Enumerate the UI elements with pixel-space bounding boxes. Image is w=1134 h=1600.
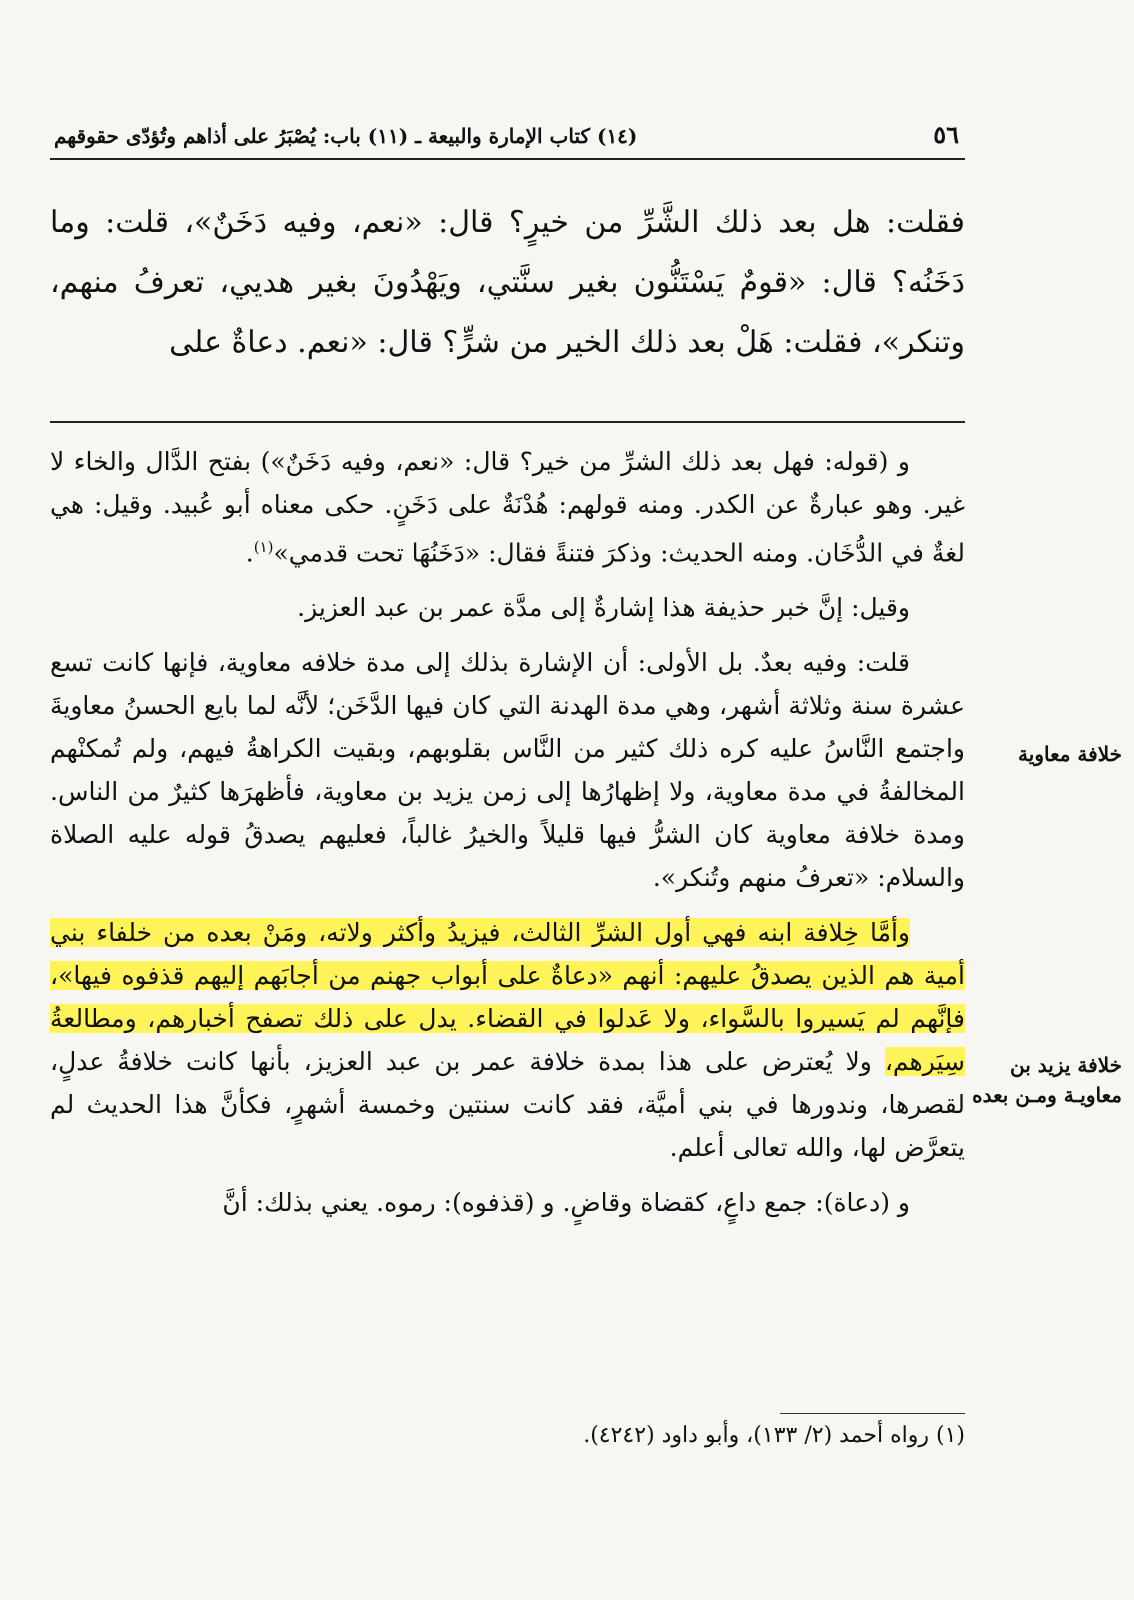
page-header <box>50 118 965 160</box>
running-title: (١٤) كتاب الإمارة والبيعة ـ (١١) باب: يُصْبَرُ على أذاهم وتُؤدّى حقوقهم <box>54 124 638 148</box>
footnote: (١) رواه أحمد (٢/ ١٣٣)، وأبو داود (٤٢٤٢). <box>583 1423 965 1448</box>
commentary-paragraph-2: وقيل: إنَّ خبر حذيفة هذا إشارةٌ إلى مدَّة عمر بن عبد العزيز. <box>297 593 910 623</box>
commentary-paragraph-1-text: و (قوله: فهل بعد ذلك الشرِّ من خير؟ قال: «نعم، وفيه دَخَنٌ») بفتح الدَّال والخاء لا غير. وهو عبارةٌ عن الكدر. ومنه قولهم: هُدْنَةٌ على دَخَنٍ. حكى معناه أبو عُبيد. وقيل: هي لغةٌ في الدُّخَان. ومنه الحديث: وذكرَ فتنةً فقال: «دَخَنُهَا تحت قدمي» <box>50 447 965 568</box>
commentary-paragraph-1-end: . <box>245 538 254 568</box>
commentary-paragraph-4-rest: ولا يُعترض على هذا بمدة خلافة عمر بن عبد العزيز، بأنها كانت خلافةُ عدلٍ، لقصرها، وندورها في بني أميَّة، فقد كانت سنتين وخمسة أشهرٍ، فكأنَّ هذا الحديث لم يتعرَّض لها، والله تعالى أعلم. <box>50 1047 965 1163</box>
margin-note-muawiya: خلافة معاوية <box>1018 742 1122 766</box>
footnote-divider <box>780 1413 965 1414</box>
commentary-paragraph-5: و (دعاة): جمع داعٍ، كقضاة وقاضٍ. و (قذفوه): رموه. يعني بذلك: أنَّ <box>222 1188 910 1218</box>
page-number: ٥٦ <box>933 120 959 149</box>
commentary-section <box>50 440 965 1236</box>
margin-note-yazid: خلافة يزيد بن معاويـة ومـن بعده <box>972 1053 1122 1107</box>
commentary-paragraph-1 <box>50 440 965 574</box>
hadith-text: فقلت: هل بعد ذلك الشَّرِّ من خيرٍ؟ قال: «نعم، وفيه دَخَنٌ»، قلت: وما دَخَنُه؟ قال: «قومٌ يَسْتَنُّون بغير سنَّتي، ويَهْدُونَ بغير هديي، تعرفُ منهم، وتنكر»، فقلت: هَلْ بعد ذلك الخير من شرٍّ؟ قال: «نعم. دعاةٌ على <box>50 205 965 360</box>
footnote-reference[interactable]: (١) <box>253 538 274 556</box>
section-divider <box>50 421 965 423</box>
highlighted-passage: وأمَّا خِلافة ابنه فهي أول الشرِّ الثالث، فيزيدُ وأكثر ولاته، ومَنْ بعده من خلفاء بني أمية هم الذين يصدقُ عليهم: أنهم «دعاةٌ على أبواب جهنم من أجابَهم إليهم قذفوه فيها»، فإنَّهم لم يَسيروا بالسَّواء، ولا عَدلوا في القضاء. يدل على ذلك تصفح أخبارهم، ومطالعةُ سِيَرهم، <box>50 918 965 1077</box>
commentary-paragraph-3: قلت: وفيه بعدٌ. بل الأولى: أن الإشارة بذلك إلى مدة خلافه معاوية، فإنها كانت تسع عشرة سنة وثلاثة أشهر، وهي مدة الهدنة التي كان فيها الدَّخَن؛ لأنَّه لما بايع الحسنُ معاويةَ واجتمع النَّاسُ عليه كره ذلك كثير من النَّاس بقلوبهم، وبقيت الكراهةُ فيهم، ولم تُمكنْهم المخالفةُ في مدة معاوية، ولا إظهارُها إلى زمن يزيد بن معاوية، فأظهرَها كثيرٌ من الناس. ومدة خلافة معاوية كان الشرُّ فيها قليلاً والخيرُ غالباً، فعليهم يصدقُ قوله عليه الصلاة والسلام: «تعرفُ منهم وتُنكر». <box>50 648 965 893</box>
commentary-paragraph-4 <box>50 911 965 1169</box>
